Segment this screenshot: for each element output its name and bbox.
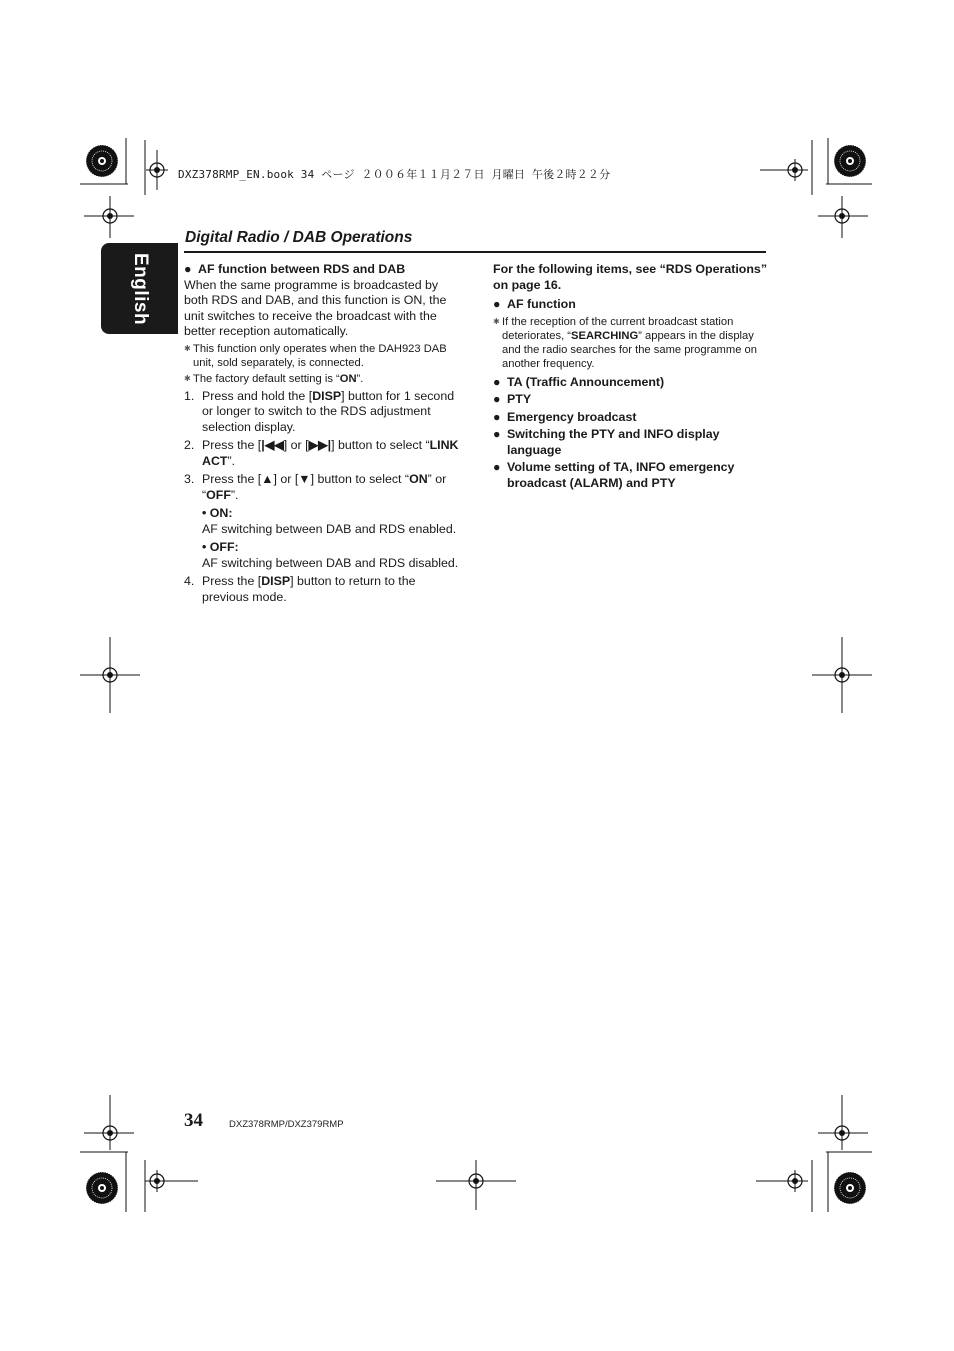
item-volume-setting (493, 460, 768, 491)
option-on (202, 506, 459, 537)
option-off (202, 540, 459, 571)
item-emergency (493, 410, 768, 426)
step-2-a: Press the [ (202, 438, 262, 452)
item-af-function (493, 297, 768, 313)
black-circle-bullet-icon: ● (493, 392, 501, 406)
note-searching-value: SEARCHING (571, 329, 639, 342)
step-4-pre: Press the [ (202, 574, 262, 588)
step-4-number: 4. (184, 574, 195, 588)
step-1-pre: Press and hold the [ (202, 388, 313, 403)
step-3-e: ”. (230, 487, 239, 502)
step-3-on: ON (409, 472, 428, 486)
step-3-c: ] button to select “ (310, 472, 410, 486)
item-pty-text: PTY (507, 392, 532, 406)
black-circle-bullet-icon: ● (184, 262, 192, 276)
option-off-text: AF switching between DAB and RDS disabled. (202, 555, 459, 570)
skip-back-icon: |◀◀ (261, 438, 284, 452)
asterisk-note-icon: ✱ (184, 343, 191, 353)
step-4-post: ] button to return to the previous mode. (202, 574, 416, 604)
step-3-a: Press the [ (202, 472, 262, 486)
item-ta-text: TA (Traffic Announcement) (507, 374, 665, 389)
print-header: DXZ378RMP_EN.book 34 ページ ２００６年１１月２７日 月曜日 午後２時２２分 (178, 168, 611, 181)
step-4-disp: DISP (261, 574, 291, 588)
language-tab (101, 243, 178, 334)
left-column (184, 262, 459, 605)
step-2-b: ] or [ (283, 438, 309, 452)
step-2-c: ] button to select “ (331, 438, 430, 452)
item-display-language-text: Switching the PTY and INFO display language (507, 427, 720, 457)
step-3-d: ” or “ (202, 472, 447, 502)
af-heading (184, 262, 459, 278)
af-heading-text: AF function between RDS and DAB (198, 262, 406, 276)
item-display-language (493, 427, 768, 458)
note-dah923 (184, 342, 459, 370)
step-3-number: 3. (184, 472, 195, 486)
note-default-pre: The factory default setting is “ (193, 372, 340, 385)
note-searching-post: ” appears in the display and the radio searches for the same programme on another frequency. (502, 329, 757, 370)
black-circle-bullet-icon: ● (493, 427, 501, 441)
step-2-link-act: LINK ACT (202, 438, 459, 468)
step-2-number: 2. (184, 438, 195, 452)
down-triangle-icon: ▼ (298, 472, 311, 486)
step-1 (184, 389, 459, 436)
language-tab-label: English (129, 252, 151, 325)
option-on-text: AF switching between DAB and RDS enabled. (202, 521, 457, 536)
asterisk-note-icon: ✱ (493, 316, 500, 326)
black-circle-bullet-icon: ● (493, 409, 501, 424)
step-1-post: ] button for 1 second or longer to switch to the RDS adjustment selection display. (202, 388, 455, 434)
step-3-off: OFF (206, 487, 231, 502)
rds-reference: For the following items, see “RDS Operations” on page 16. (493, 262, 768, 292)
item-af-function-text: AF function (507, 297, 576, 311)
step-4 (184, 574, 459, 605)
item-pty (493, 392, 768, 408)
note-dah923-text: This function only operates when the DAH923 DAB unit, sold separately, is connected. (193, 342, 447, 369)
black-circle-bullet-icon: ● (493, 460, 501, 474)
note-default (184, 372, 459, 386)
step-1-disp: DISP (312, 388, 342, 403)
step-1-number: 1. (184, 388, 195, 403)
step-3-b: ] or [ (273, 472, 299, 486)
skip-forward-icon: ▶▶| (308, 438, 332, 452)
footer-model: DXZ378RMP/DXZ379RMP (229, 1119, 344, 1130)
item-volume-setting-text: Volume setting of TA, INFO emergency broadcast (ALARM) and PTY (507, 460, 735, 490)
note-default-value: ON (339, 372, 357, 385)
black-circle-bullet-icon: ● (493, 374, 501, 389)
note-default-post: ”. (356, 372, 364, 385)
page-number: 34 (184, 1110, 203, 1131)
section-title: Digital Radio / DAB Operations (185, 229, 413, 246)
step-3 (184, 472, 459, 503)
black-circle-bullet-icon: ● (493, 297, 501, 311)
step-2-d: ”. (227, 453, 236, 468)
step-2 (184, 438, 459, 469)
right-column (493, 262, 768, 491)
up-triangle-icon: ▲ (261, 472, 274, 486)
option-off-label: • OFF: (202, 540, 239, 554)
note-searching (493, 315, 768, 371)
option-on-label: • ON: (202, 506, 233, 520)
section-rule (184, 251, 766, 253)
item-emergency-text: Emergency broadcast (507, 409, 637, 424)
note-searching-pre: If the reception of the current broadcast station deteriorates, “ (502, 315, 734, 342)
asterisk-note-icon: ✱ (184, 373, 191, 383)
af-intro: When the same programme is broadcasted by both RDS and DAB, and this function is ON, the unit switches to receive the broadcast with the better reception automatically. (184, 277, 447, 338)
item-ta (493, 375, 768, 391)
